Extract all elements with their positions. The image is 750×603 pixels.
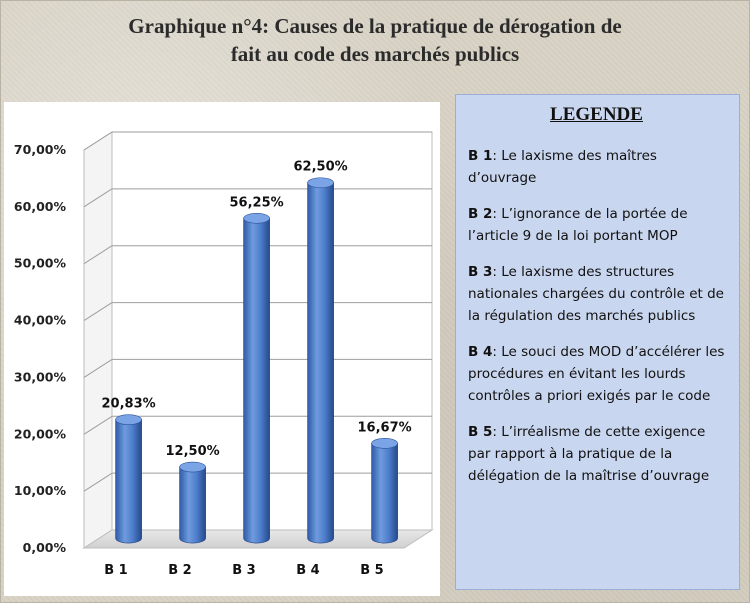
y-tick-label: 20,00% [13,426,66,442]
legend-text: : Le laxisme des structures nationales chargées du contrôle et de la régulation des marchés publics [468,264,724,324]
x-tick-label: B 2 [168,563,192,578]
data-label: 16,67% [357,420,412,436]
data-label: 56,25% [229,195,284,211]
legend-item-b3 [468,261,725,327]
legend-item-b5 [468,421,725,487]
bar [116,420,142,543]
legend-text: : L’ignorance de la portée de l’article 9 de la loi portant MOP [468,206,688,244]
bar [372,443,398,543]
bar [244,218,270,543]
title-line-2: fait au code des marchés publics [230,42,520,66]
legend-text: : Le souci des MOD d’accélérer les procédures en évitant les lourds contrôles a priori exigés par le code [468,344,725,404]
bar-chart [4,102,440,596]
legend-key: B 4 [468,344,493,360]
legend-item-b4 [468,341,725,407]
bar-top [244,213,270,223]
legend-text: : Le laxisme des maîtres d’ouvrage [468,148,657,186]
y-tick-label: 10,00% [13,483,66,499]
data-label: 12,50% [165,444,220,460]
bar-top [180,462,206,472]
bar-top [372,438,398,448]
y-tick-label: 70,00% [13,142,66,157]
data-label: 62,50% [293,159,348,175]
bar [308,183,334,543]
x-tick-label: B 5 [360,563,384,578]
bar-top [116,415,142,425]
legend-title: LEGENDE [550,104,643,125]
x-tick-label: B 3 [232,563,256,578]
legend-text: : L’irréalisme de cette exigence par rapport à la pratique de la délégation de la maîtrise d’ouvrage [468,424,710,484]
legend-item-b2 [468,203,725,247]
x-tick-label: B 4 [296,563,320,578]
chart-title [40,12,710,68]
legend-item-b1 [468,145,725,189]
plot-side-wall [84,132,112,548]
y-tick-label: 30,00% [13,369,66,385]
bar-top [308,178,334,188]
legend-key: B 2 [468,206,493,222]
data-label: 20,83% [101,396,156,412]
x-tick-label: B 1 [104,563,128,578]
y-tick-label: 0,00% [22,540,66,555]
y-tick-label: 50,00% [13,255,66,271]
chart-panel [4,102,440,596]
legend-key: B 1 [468,148,493,164]
y-tick-label: 40,00% [13,312,66,328]
legend-key: B 3 [468,264,493,280]
bar [180,467,206,543]
legend-key: B 5 [468,424,493,440]
title-line-1: Graphique n°4: Causes de la pratique de dérogation de [128,14,622,38]
legend-panel [455,94,740,590]
y-tick-label: 60,00% [13,198,66,214]
